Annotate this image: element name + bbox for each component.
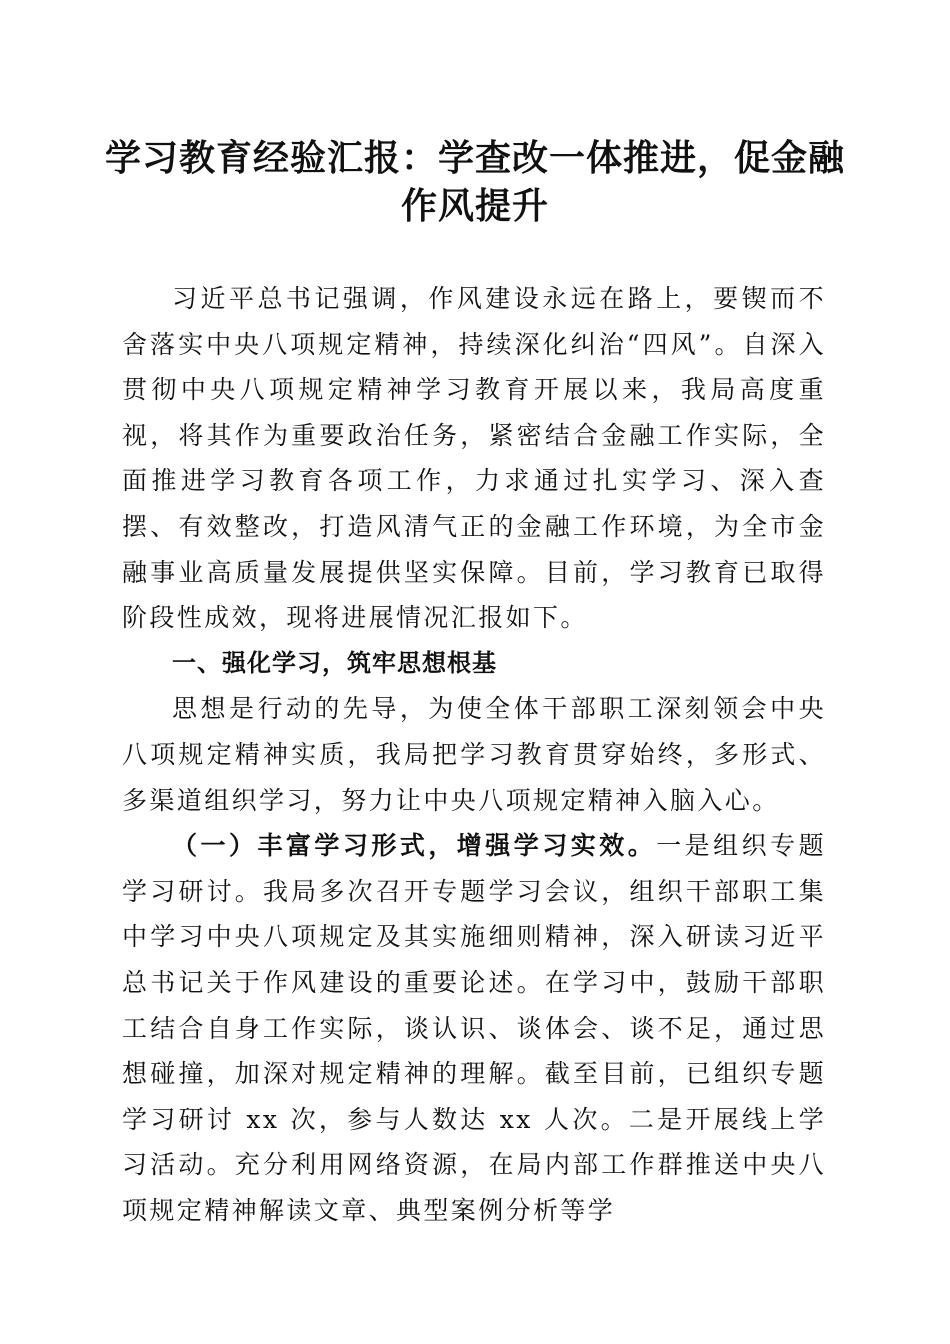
section-heading-1: 一、强化学习，筑牢思想根基	[172, 648, 497, 677]
document-title-line-1: 学习教育经验汇报：学查改一体推进，促金融	[104, 137, 845, 179]
intro-paragraph: 习近平总书记强调，作风建设永远在路上，要锲而不舍落实中央八项规定精神，持续深化纠治“四风”。自深入贯彻中央八项规定精神学习教育开展以来，我局高度重视，将其作为重要政治任务，紧密结合金融工作实际，全面推进学习教育各项工作，力求通过扎实学习、深入查摆、有效整改，打造风清气正的金融工作环境，为全市金融事业高质量发展提供坚实保障。目前，学习教育已取得阶段性成效，现将进展情况汇报如下。	[122, 284, 826, 633]
document-body	[122, 276, 826, 1233]
subsection-1-paragraph	[122, 823, 826, 1233]
section-1-paragraph: 思想是行动的先导，为使全体干部职工深刻领会中央八项规定精神实质，我局把学习教育贯穿始终，多形式、多渠道组织学习，努力让中央八项规定精神入脑入心。	[122, 694, 826, 815]
document-title-line-2: 作风提升	[400, 185, 549, 227]
subsection-1-lead: （一）丰富学习形式，增强学习实效。	[172, 831, 657, 861]
subsection-1-body: 一是组织专题学习研讨。我局多次召开专题学习会议，组织干部职工集中学习中央八项规定及其实施细则精神，深入研读习近平总书记关于作风建设的重要论述。在学习中，鼓励干部职工结合自身工作实际，谈认识、谈体会、谈不足，通过思想碰撞，加深对规定精神的理解。截至目前，已组织专题学习研讨 xx 次，参与人数达 xx 人次。二是开展线上学习活动。充分利用网络资源，在局内部工作群推送中央八项规定精神解读文章、典型案例分析等学	[122, 831, 826, 1225]
